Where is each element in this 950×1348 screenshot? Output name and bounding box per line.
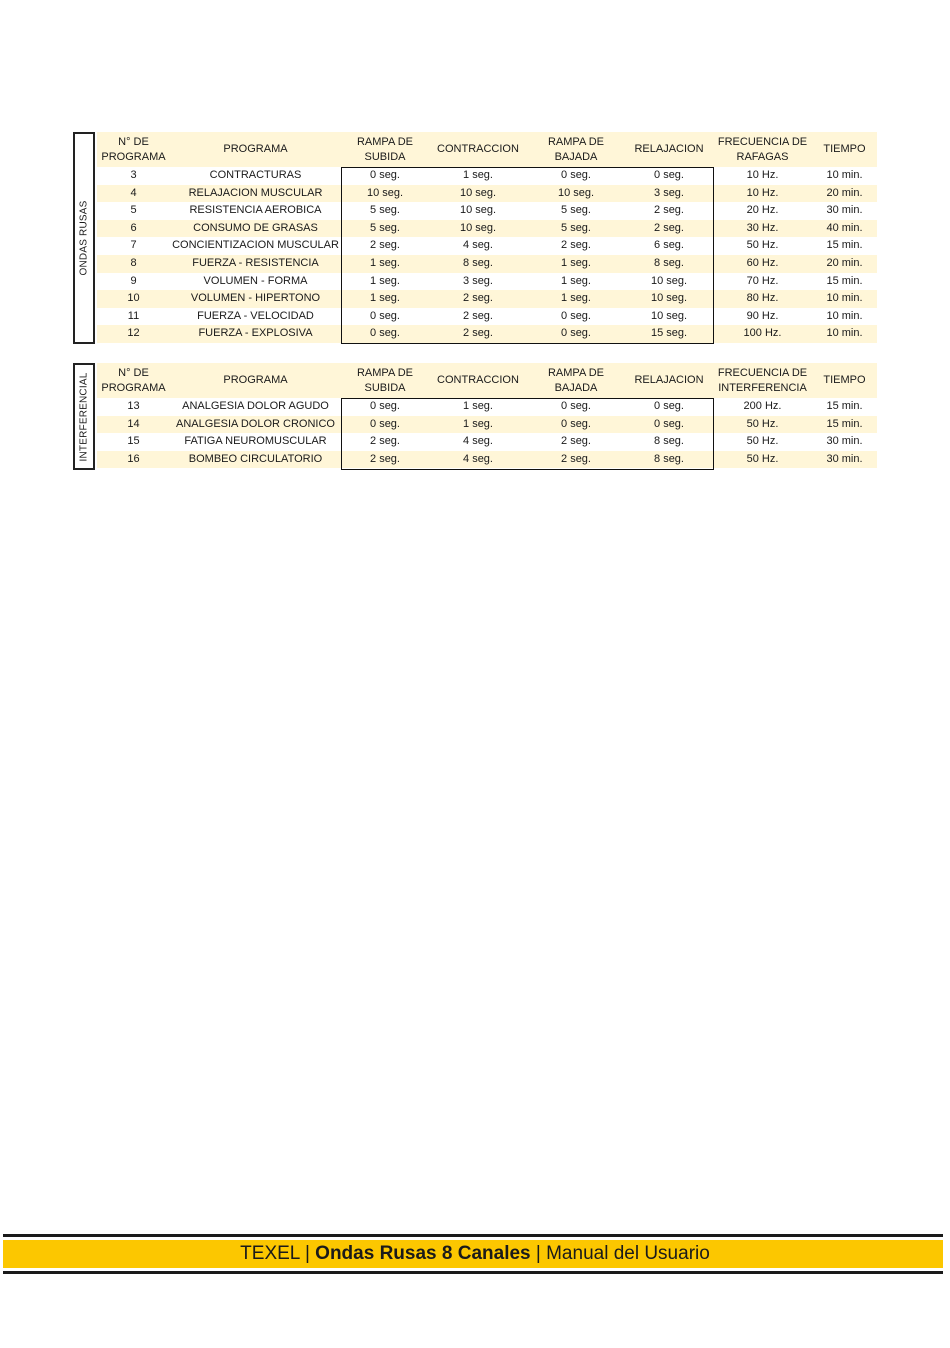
cell-program-number: 10 — [97, 290, 170, 308]
header-time: TIEMPO — [812, 132, 877, 167]
cell-relaxation: 10 seg. — [625, 290, 713, 308]
footer-brand: TEXEL — [240, 1243, 300, 1264]
cell-time: 10 min. — [812, 325, 877, 343]
cell-program-number: 14 — [97, 416, 170, 434]
cell-program-name: RESISTENCIA AEROBICA — [170, 202, 341, 220]
cell-program-number: 4 — [97, 185, 170, 203]
footer-title — [0, 1240, 950, 1268]
table-row — [97, 416, 877, 434]
header-contraction: CONTRACCION — [429, 132, 527, 167]
cell-contraction: 1 seg. — [429, 416, 527, 434]
table-row — [97, 185, 877, 203]
cell-contraction: 10 seg. — [429, 202, 527, 220]
cell-contraction: 4 seg. — [429, 237, 527, 255]
cell-program-number: 16 — [97, 451, 170, 469]
cell-time: 15 min. — [812, 416, 877, 434]
cell-ramp-up: 0 seg. — [341, 398, 429, 416]
cell-program-name: BOMBEO CIRCULATORIO — [170, 451, 341, 469]
table-row — [97, 167, 877, 185]
cell-ramp-up: 0 seg. — [341, 308, 429, 326]
cell-relaxation: 8 seg. — [625, 433, 713, 451]
cell-ramp-down: 10 seg. — [527, 185, 625, 203]
cell-program-number: 3 — [97, 167, 170, 185]
cell-program-name: ANALGESIA DOLOR CRONICO — [170, 416, 341, 434]
cell-contraction: 1 seg. — [429, 167, 527, 185]
table-ondas-rusas — [73, 132, 878, 344]
table-row — [97, 398, 877, 416]
cell-time: 30 min. — [812, 433, 877, 451]
table-row — [97, 220, 877, 238]
cell-time: 15 min. — [812, 237, 877, 255]
cell-relaxation: 0 seg. — [625, 416, 713, 434]
cell-program-name: RELAJACION MUSCULAR — [170, 185, 341, 203]
cell-relaxation: 15 seg. — [625, 325, 713, 343]
cell-ramp-up: 2 seg. — [341, 237, 429, 255]
cell-program-name: FATIGA NEUROMUSCULAR — [170, 433, 341, 451]
cell-frequency: 50 Hz. — [713, 237, 812, 255]
cell-contraction: 10 seg. — [429, 185, 527, 203]
cell-contraction: 3 seg. — [429, 273, 527, 291]
table-interferencial — [73, 363, 878, 470]
table-row — [97, 255, 877, 273]
cell-frequency: 50 Hz. — [713, 416, 812, 434]
cell-ramp-down: 1 seg. — [527, 290, 625, 308]
cell-contraction: 4 seg. — [429, 433, 527, 451]
cell-time: 20 min. — [812, 185, 877, 203]
cell-ramp-down: 5 seg. — [527, 220, 625, 238]
cell-time: 30 min. — [812, 451, 877, 469]
cell-relaxation: 10 seg. — [625, 308, 713, 326]
cell-frequency: 90 Hz. — [713, 308, 812, 326]
cell-ramp-down: 2 seg. — [527, 451, 625, 469]
cell-contraction: 2 seg. — [429, 290, 527, 308]
cell-ramp-up: 5 seg. — [341, 202, 429, 220]
cell-frequency: 70 Hz. — [713, 273, 812, 291]
cell-ramp-up: 0 seg. — [341, 167, 429, 185]
cell-ramp-down: 0 seg. — [527, 398, 625, 416]
footer-separator: | — [535, 1243, 541, 1264]
cell-frequency: 50 Hz. — [713, 433, 812, 451]
cell-program-name: VOLUMEN - FORMA — [170, 273, 341, 291]
cell-ramp-down: 1 seg. — [527, 273, 625, 291]
table-row — [97, 237, 877, 255]
cell-ramp-down: 2 seg. — [527, 237, 625, 255]
cell-ramp-down: 2 seg. — [527, 433, 625, 451]
cell-contraction: 1 seg. — [429, 398, 527, 416]
programs-table-2 — [97, 363, 877, 468]
cell-time: 10 min. — [812, 308, 877, 326]
cell-frequency: 10 Hz. — [713, 167, 812, 185]
header-program-name: PROGRAMA — [170, 132, 341, 167]
cell-relaxation: 6 seg. — [625, 237, 713, 255]
cell-program-number: 5 — [97, 202, 170, 220]
cell-time: 10 min. — [812, 167, 877, 185]
footer-rule-top — [3, 1234, 943, 1237]
cell-time: 30 min. — [812, 202, 877, 220]
cell-ramp-up: 1 seg. — [341, 273, 429, 291]
cell-relaxation: 2 seg. — [625, 220, 713, 238]
cell-ramp-up: 5 seg. — [341, 220, 429, 238]
cell-relaxation: 0 seg. — [625, 167, 713, 185]
cell-time: 10 min. — [812, 290, 877, 308]
programs-table-1 — [97, 132, 877, 343]
table-row — [97, 290, 877, 308]
cell-relaxation: 3 seg. — [625, 185, 713, 203]
header-time: TIEMPO — [812, 363, 877, 398]
cell-ramp-up: 10 seg. — [341, 185, 429, 203]
cell-program-name: FUERZA - VELOCIDAD — [170, 308, 341, 326]
footer-separator: | — [304, 1243, 310, 1264]
header-program-name: PROGRAMA — [170, 363, 341, 398]
cell-ramp-down: 5 seg. — [527, 202, 625, 220]
cell-contraction: 2 seg. — [429, 325, 527, 343]
footer-doc: Manual del Usuario — [546, 1243, 710, 1264]
cell-ramp-up: 2 seg. — [341, 433, 429, 451]
cell-ramp-down: 0 seg. — [527, 167, 625, 185]
cell-relaxation: 10 seg. — [625, 273, 713, 291]
header-ramp-down: RAMPA DE BAJADA — [527, 132, 625, 167]
cell-frequency: 10 Hz. — [713, 185, 812, 203]
cell-frequency: 100 Hz. — [713, 325, 812, 343]
header-frequency: FRECUENCIA DE RAFAGAS — [713, 132, 812, 167]
table-header-row — [97, 363, 877, 398]
cell-program-name: ANALGESIA DOLOR AGUDO — [170, 398, 341, 416]
header-contraction: CONTRACCION — [429, 363, 527, 398]
cell-relaxation: 8 seg. — [625, 451, 713, 469]
table-row — [97, 325, 877, 343]
side-label-text: ONDAS RUSAS — [78, 200, 90, 276]
cell-ramp-up: 1 seg. — [341, 290, 429, 308]
side-label-interferencial — [73, 363, 95, 470]
side-label-ondas-rusas — [73, 132, 95, 344]
cell-ramp-down: 0 seg. — [527, 416, 625, 434]
cell-frequency: 30 Hz. — [713, 220, 812, 238]
cell-program-name: CONTRACTURAS — [170, 167, 341, 185]
cell-program-number: 9 — [97, 273, 170, 291]
cell-frequency: 60 Hz. — [713, 255, 812, 273]
header-ramp-up: RAMPA DE SUBIDA — [341, 363, 429, 398]
cell-ramp-up: 0 seg. — [341, 416, 429, 434]
cell-time: 15 min. — [812, 398, 877, 416]
table-header-row — [97, 132, 877, 167]
cell-program-number: 8 — [97, 255, 170, 273]
cell-program-number: 12 — [97, 325, 170, 343]
table-row — [97, 202, 877, 220]
header-ramp-down: RAMPA DE BAJADA — [527, 363, 625, 398]
cell-frequency: 50 Hz. — [713, 451, 812, 469]
cell-program-name: CONSUMO DE GRASAS — [170, 220, 341, 238]
cell-ramp-down: 0 seg. — [527, 325, 625, 343]
table-row — [97, 433, 877, 451]
cell-ramp-up: 0 seg. — [341, 325, 429, 343]
header-ramp-up: RAMPA DE SUBIDA — [341, 132, 429, 167]
footer-product: Ondas Rusas 8 Canales — [315, 1243, 531, 1264]
cell-time: 40 min. — [812, 220, 877, 238]
header-program-number: N° DE PROGRAMA — [97, 363, 170, 398]
cell-program-number: 15 — [97, 433, 170, 451]
cell-time: 20 min. — [812, 255, 877, 273]
cell-program-name: FUERZA - RESISTENCIA — [170, 255, 341, 273]
side-label-text: INTERFERENCIAL — [78, 372, 90, 461]
cell-time: 15 min. — [812, 273, 877, 291]
cell-program-number: 7 — [97, 237, 170, 255]
cell-program-name: VOLUMEN - HIPERTONO — [170, 290, 341, 308]
cell-program-name: FUERZA - EXPLOSIVA — [170, 325, 341, 343]
cell-ramp-up: 2 seg. — [341, 451, 429, 469]
table-row — [97, 273, 877, 291]
table-row — [97, 451, 877, 469]
header-relaxation: RELAJACION — [625, 132, 713, 167]
cell-contraction: 8 seg. — [429, 255, 527, 273]
header-program-number: N° DE PROGRAMA — [97, 132, 170, 167]
cell-contraction: 10 seg. — [429, 220, 527, 238]
cell-frequency: 20 Hz. — [713, 202, 812, 220]
cell-ramp-down: 1 seg. — [527, 255, 625, 273]
cell-ramp-up: 1 seg. — [341, 255, 429, 273]
cell-program-number: 11 — [97, 308, 170, 326]
cell-contraction: 2 seg. — [429, 308, 527, 326]
cell-ramp-down: 0 seg. — [527, 308, 625, 326]
header-frequency: FRECUENCIA DE INTERFERENCIA — [713, 363, 812, 398]
cell-program-number: 6 — [97, 220, 170, 238]
cell-frequency: 80 Hz. — [713, 290, 812, 308]
cell-relaxation: 2 seg. — [625, 202, 713, 220]
header-relaxation: RELAJACION — [625, 363, 713, 398]
cell-relaxation: 0 seg. — [625, 398, 713, 416]
cell-program-name: CONCIENTIZACION MUSCULAR — [170, 237, 341, 255]
table-row — [97, 308, 877, 326]
cell-frequency: 200 Hz. — [713, 398, 812, 416]
cell-contraction: 4 seg. — [429, 451, 527, 469]
footer-rule-bottom — [3, 1271, 943, 1274]
cell-program-number: 13 — [97, 398, 170, 416]
cell-relaxation: 8 seg. — [625, 255, 713, 273]
